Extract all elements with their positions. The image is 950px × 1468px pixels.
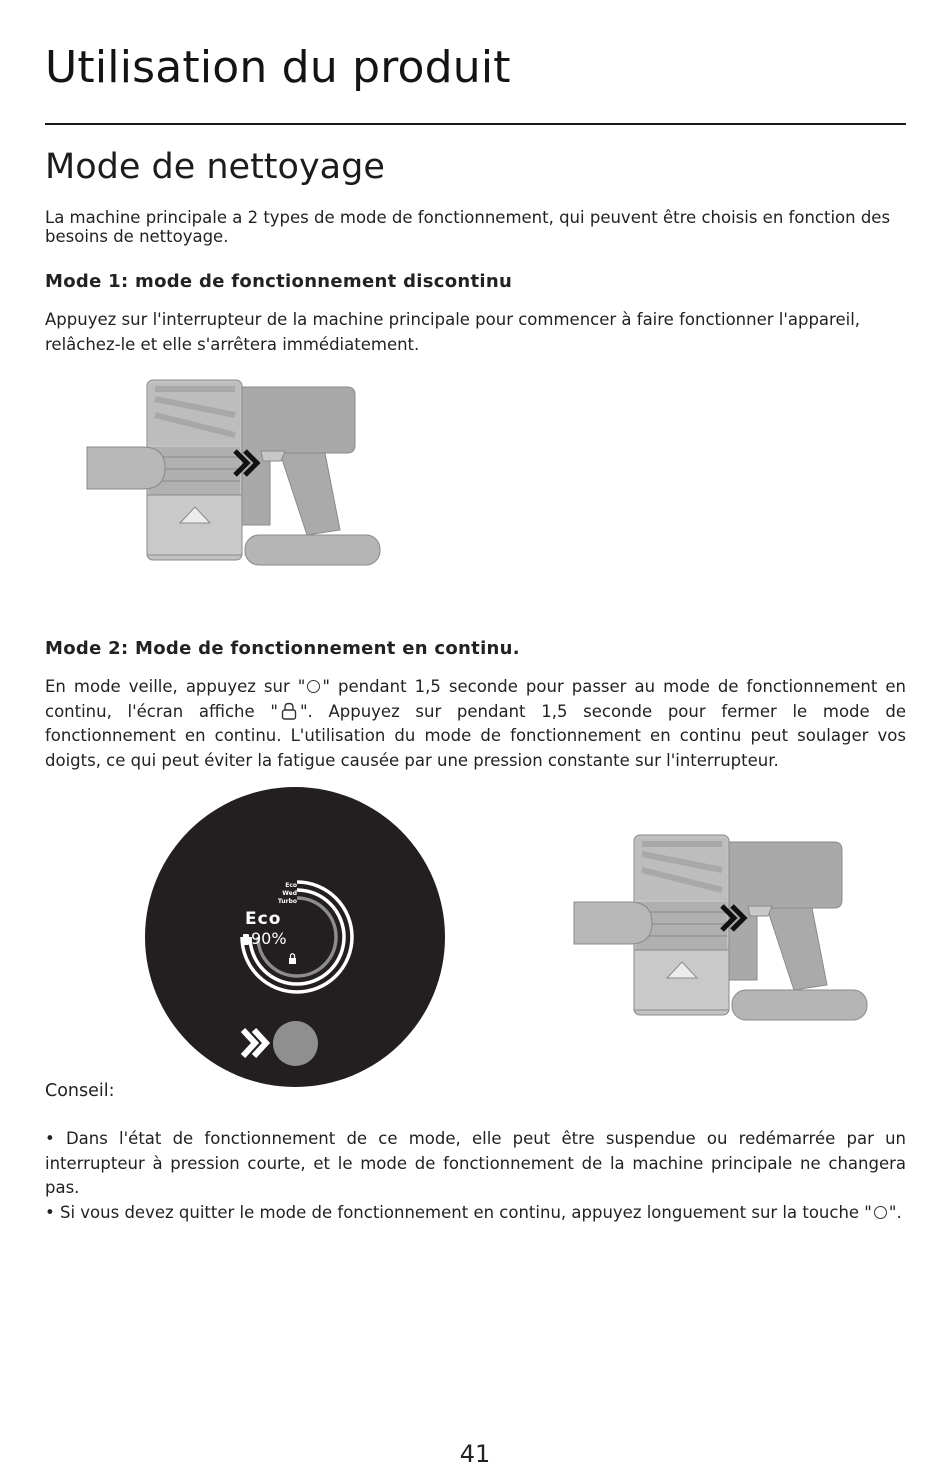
- mode2-text-part1: En mode veille, appuyez sur ": [45, 677, 306, 696]
- page-title: Utilisation du produit: [45, 42, 511, 93]
- display-mode-label: Eco: [245, 909, 282, 929]
- level-turbo-label: Turbo: [277, 898, 297, 905]
- vacuum-illustration-mode2: [572, 830, 872, 1025]
- power-circle-icon: [307, 680, 320, 693]
- power-button[interactable]: [273, 1021, 318, 1066]
- vacuum-illustration-mode1: [85, 375, 385, 570]
- title-divider: [45, 123, 906, 125]
- display-panel: [145, 787, 445, 1087]
- section-title: Mode de nettoyage: [45, 147, 385, 187]
- battery-icon: [243, 934, 249, 945]
- display-battery: [243, 929, 287, 948]
- power-circle-icon: [874, 1206, 887, 1219]
- vacuum-handheld-drawing: [574, 835, 867, 1020]
- mode2-text-part3: ". Appuyez sur pendant 1,5 seconde pour fermer le mode de fonctionnement en continu. L'utilisation du mode de fonctionnement en continu peut soulager vos doigts, ce qui peut éviter la fatigue causée par une pression constante sur l'interrupteur.: [45, 701, 906, 770]
- vacuum-handheld-drawing: [87, 380, 380, 565]
- mode1-paragraph: Appuyez sur l'interrupteur de la machine principale pour commencer à faire fonctionner l'appareil, relâchez-le et elle s'arrêtera immédiatement.: [45, 310, 861, 354]
- mode1-heading: Mode 1: mode de fonctionnement discontinu: [45, 271, 513, 292]
- level-eco-label: Eco: [285, 882, 297, 889]
- mode2-paragraph: [45, 675, 906, 773]
- tip-bullet-2: [45, 1201, 906, 1226]
- page-number: 41: [459, 1440, 491, 1468]
- tip-label: Conseil:: [45, 1081, 115, 1101]
- lock-icon: [280, 702, 298, 720]
- mode2-heading: Mode 2: Mode de fonctionnement en continu.: [45, 638, 520, 659]
- tip-bullet-1: • Dans l'état de fonctionnement de ce mode, elle peut être suspendue ou redémarrée par un interrupteur à pression courte, et le mode de fonctionnement de la machine principale ne changera pas.: [45, 1129, 906, 1197]
- tip-bullet-2-text: • Si vous devez quitter le mode de fonctionnement en continu, appuyez longuement sur la touche ": [45, 1202, 872, 1222]
- tip-bullet-2-end: ".: [888, 1202, 902, 1222]
- mode2-text-part2: " pendant 1,5 seconde pour passer au mode de fonctionnement en continu, l'écran affiche ": [45, 677, 906, 721]
- tip-list: [45, 1127, 906, 1225]
- level-wed-label: Wed: [282, 890, 297, 897]
- battery-percent: 90%: [251, 929, 287, 948]
- intro-paragraph: La machine principale a 2 types de mode de fonctionnement, qui peuvent être choisis en fonction des besoins de nettoyage.: [45, 208, 891, 246]
